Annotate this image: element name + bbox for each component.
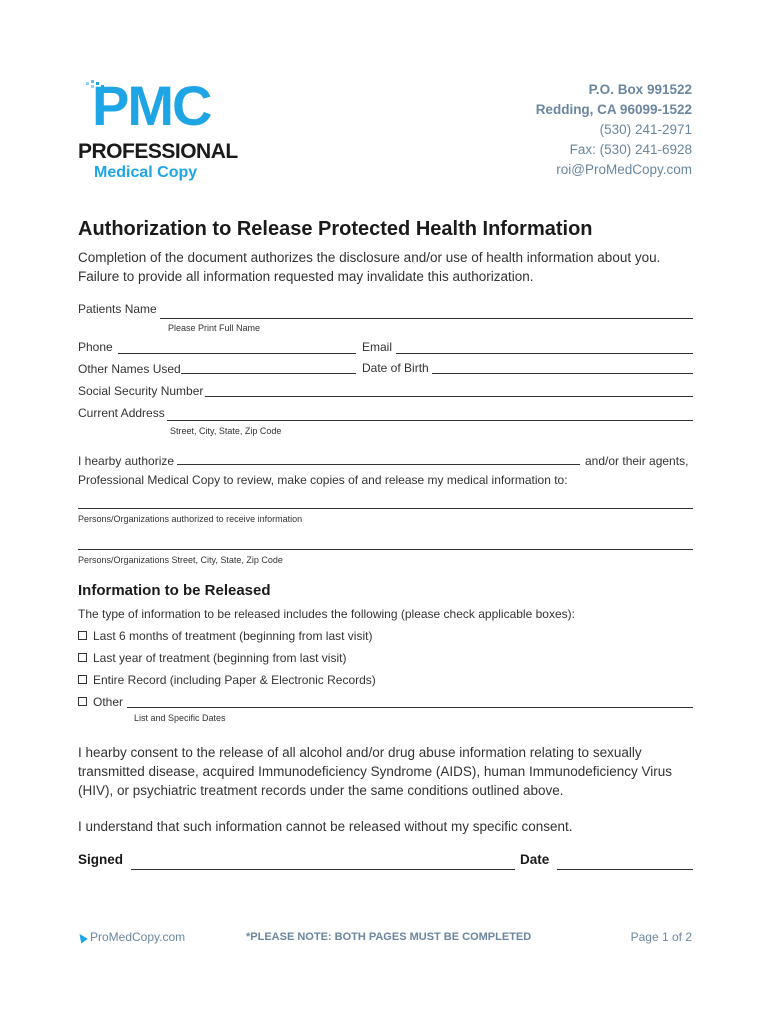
email-field[interactable] <box>396 353 693 354</box>
ssn-label: Social Security Number <box>78 384 204 398</box>
email-label: Email <box>362 340 393 354</box>
address-phone: (530) 241-2971 <box>599 122 692 137</box>
option-checkbox-6-months[interactable] <box>78 631 87 640</box>
consent-paragraph: I hearby consent to the release of all alcohol and/or drug abuse information relating to sexually transmitted disease, acquired Immunodeficiency Syndrome (AIDS), human Immunodeficiency Virus (HIV), or psychiatric treatment records under the same conditions outlined above. <box>78 745 673 798</box>
persons-field[interactable] <box>78 508 693 509</box>
logo-medical-copy: Medical Copy <box>94 164 198 181</box>
date-field[interactable] <box>557 869 693 870</box>
other-hint: List and Specific Dates <box>134 713 226 723</box>
persons-hint: Persons/Organizations authorized to receive information <box>78 514 303 524</box>
footer-note: *PLEASE NOTE: BOTH PAGES MUST BE COMPLETED <box>246 931 532 943</box>
dob-label: Date of Birth <box>362 361 429 375</box>
patients-name-label: Patients Name <box>78 302 157 316</box>
intro-text: Completion of the document authorizes the disclosure and/or use of health information about you. Failure to provide all information requested may invalidate this authorization. <box>78 250 661 284</box>
address-email[interactable]: roi@ProMedCopy.com <box>556 162 692 177</box>
footer-site-text: ProMedCopy.com <box>90 930 186 944</box>
current-address-hint: Street, City, State, Zip Code <box>170 426 282 436</box>
signature-field[interactable] <box>131 869 515 870</box>
option-checkbox-entire-record[interactable] <box>78 675 87 684</box>
authorize-field[interactable] <box>177 464 580 465</box>
consent-understanding: I understand that such information cannot be released without my specific consent. <box>78 819 573 834</box>
authorize-line2: Professional Medical Copy to review, make copies of and release my medical information to: <box>78 473 568 487</box>
option-checkbox-last-year[interactable] <box>78 653 87 662</box>
logo-professional: PROFESSIONAL <box>78 140 238 163</box>
phone-label: Phone <box>78 340 113 354</box>
persons-address-field[interactable] <box>78 549 693 550</box>
other-names-field[interactable] <box>181 373 356 374</box>
company-address <box>536 80 692 180</box>
option-checkbox-other[interactable] <box>78 697 87 706</box>
logo-brand: PMC <box>92 74 211 137</box>
address-city: Redding, CA 96099-1522 <box>535 102 692 117</box>
signed-label: Signed <box>78 852 124 867</box>
option-label-last-year: Last year of treatment (beginning from last visit) <box>93 651 347 665</box>
current-address-field[interactable] <box>167 420 693 421</box>
other-names-label: Other Names Used <box>78 362 181 376</box>
current-address-label: Current Address <box>78 406 165 420</box>
authorize-label: I hearby authorize <box>78 454 175 468</box>
option-label-other: Other <box>93 695 124 709</box>
ssn-field[interactable] <box>205 396 693 397</box>
persons-address-hint: Persons/Organizations Street, City, State, Zip Code <box>78 555 283 565</box>
option-label-entire-record: Entire Record (including Paper & Electronic Records) <box>93 673 376 687</box>
page-number: Page 1 of 2 <box>630 930 692 944</box>
company-logo <box>78 76 248 186</box>
date-label: Date <box>520 852 550 867</box>
address-po-box: P.O. Box 991522 <box>588 82 692 97</box>
page-title: Authorization to Release Protected Health Information <box>78 218 593 240</box>
authorize-tail: and/or their agents, <box>585 454 689 468</box>
other-field[interactable] <box>127 707 693 708</box>
dob-field[interactable] <box>432 373 693 374</box>
released-heading: Information to be Released <box>78 582 271 599</box>
phone-field[interactable] <box>118 353 356 354</box>
patients-name-hint: Please Print Full Name <box>168 323 261 333</box>
cursor-icon <box>76 932 88 944</box>
patients-name-field[interactable] <box>160 318 693 319</box>
address-fax: Fax: (530) 241-6928 <box>569 142 692 157</box>
released-intro: The type of information to be released includes the following (please check applicable boxes): <box>78 607 575 621</box>
footer-site[interactable] <box>78 930 185 944</box>
option-label-6-months: Last 6 months of treatment (beginning from last visit) <box>93 629 373 643</box>
